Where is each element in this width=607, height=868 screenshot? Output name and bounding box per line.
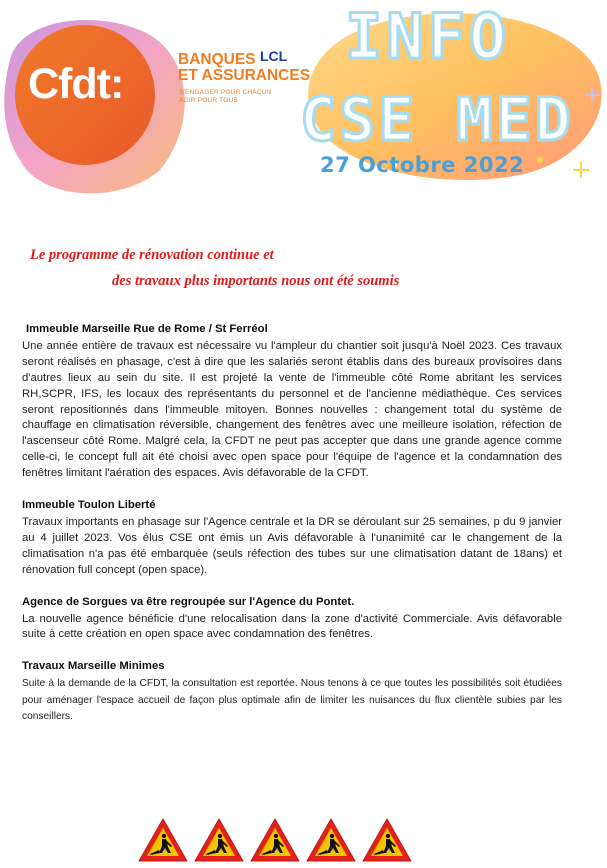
section-marseille-minimes bbox=[22, 659, 562, 725]
section-title: Agence de Sorgues va être regroupée sur l'Agence du Pontet. bbox=[22, 595, 355, 608]
section-toulon-liberte bbox=[22, 498, 562, 579]
cfdt-logo: Cfdt: bbox=[28, 60, 124, 108]
tagline bbox=[179, 89, 271, 105]
roadwork-sign-icon bbox=[193, 816, 245, 864]
tagline-line-2: AGIR POUR TOUS bbox=[179, 97, 238, 104]
section-title: Immeuble Marseille Rue de Rome / St Ferréol bbox=[26, 323, 268, 335]
section-marseille-rome bbox=[22, 322, 562, 482]
section-text: Suite à la demande de la CFDT, la consultation est reportée. Nous tenons à ce que toutes les possibilités soit étudiées pour aménager l'espace accueil de façon plus optimale afin de limiter les nuisances du flux clientèle subies par les conseillers. bbox=[22, 678, 562, 723]
section-text: La nouvelle agence bénéficie d'une relocalisation dans la zone d'activité Commerciale. Avis défavorable suite à cette création en open space avec condamnation des fenêtres. bbox=[22, 612, 562, 641]
header-banner bbox=[0, 0, 607, 215]
section-text: Travaux importants en phasage sur l'Agence centrale et la DR se déroulant sur 25 semaines, p du 9 janvier au 4 juillet 2023. Vos élus CSE ont émis un Avis défavorable à l'unanimité car le changement de la climatisation n'a pas été embarquée (seuls réfection des tubes sur une climatisation datant de 18ans) et rénovation full concept (open space). bbox=[22, 515, 562, 576]
intro-line-2: des travaux plus importants nous ont été soumis bbox=[112, 273, 400, 289]
roadwork-sign-icon bbox=[249, 816, 301, 864]
section-title: Travaux Marseille Minimes bbox=[22, 660, 165, 673]
section-sorgues bbox=[22, 595, 562, 644]
lcl-brand: LCL bbox=[260, 48, 288, 64]
roadwork-sign-icon bbox=[305, 816, 357, 864]
publication-date: 27 Octobre 2022 bbox=[320, 153, 525, 177]
roadwork-sign-icon bbox=[137, 816, 189, 864]
section-title: Immeuble Toulon Liberté bbox=[22, 499, 156, 512]
intro-line-1: Le programme de rénovation continue et bbox=[30, 247, 274, 263]
cse-med-title: CSE MED bbox=[300, 85, 574, 155]
tagline-line-1: S'ENGAGER POUR CHACUN bbox=[179, 89, 272, 96]
org-line-2: ET ASSURANCES bbox=[178, 67, 311, 84]
roadwork-sign-icon bbox=[361, 816, 413, 864]
roadwork-signs-row bbox=[137, 816, 467, 868]
organization-name bbox=[178, 52, 310, 84]
article-body bbox=[22, 322, 562, 742]
org-line-1: BANQUES bbox=[178, 51, 256, 68]
info-title: INFO bbox=[345, 0, 511, 73]
section-text: Une année entière de travaux est nécessaire vu l'ampleur du chantier soit jusqu'à Noël 2023. Ces travaux seront réalisés en phasage, c'est à dire que les salariés seront établis dans des bureaux provisoires dans d'autres lieux au sein du site. Il est projeté la vente de l'immeuble côté Rome abritant les services RH,SCPR, IFS, les locaux des représentants du personnel et de l'ancienne médiathèque. Ces services seront repositionnés dans l'immeuble mitoyen. Bonnes nouvelles : changement total du système de chauffage en climatisation réversible, changement des fenêtres avec une meilleure isolation, réfection de l'ascenseur côté Rome. Malgré cela, la CFDT ne peut pas accepter que dans une grande agence comme celle-ci, le concept full ait été choisi avec open space pour l'équipe de l'agence et la condamnation des fenêtres limitant l'aération des espaces. Avis défavorable de la CFDT. bbox=[22, 339, 562, 480]
